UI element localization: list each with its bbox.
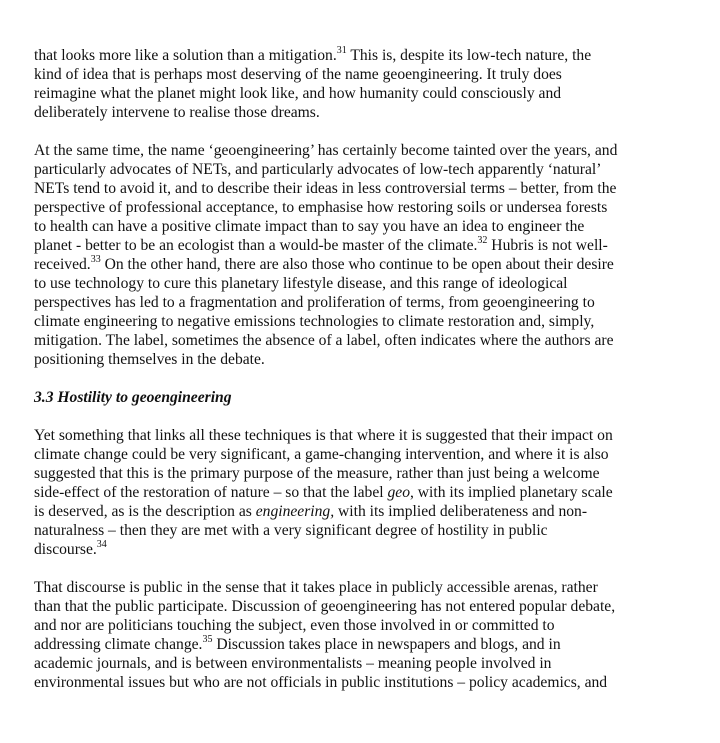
text-line [34, 540, 664, 559]
text-line [34, 502, 664, 521]
text-line: climate change could be very significant, a game-changing intervention, and where it is also [34, 446, 609, 463]
paragraph-3 [34, 426, 664, 559]
text-line: That discourse is public in the sense that it takes place in publicly accessible arenas, rather [34, 579, 598, 596]
emphasis-engineering: engineering, [255, 503, 335, 520]
section-heading: 3.3 Hostility to geoengineering [34, 389, 232, 406]
text-run: On the other hand, there are also those who continue to be open about their desire [100, 256, 614, 273]
paragraph-1 [34, 46, 664, 122]
footnote-ref-33[interactable]: 33 [90, 253, 101, 265]
text-line: academic journals, and is between environmentalists – meaning people involved in [34, 655, 552, 672]
footnote-ref-32[interactable]: 32 [477, 234, 488, 246]
text-line: perspectives has led to a fragmentation and proliferation of terms, from geoengineering to [34, 294, 595, 311]
paragraph-2 [34, 141, 664, 369]
text-line: particularly advocates of NETs, and particularly advocates of low-tech apparently ‘natural’ [34, 161, 602, 178]
text-line: perspective of professional acceptance, to emphasise how restoring soils or undersea forests [34, 199, 608, 216]
text-run: Hubris is not well- [487, 237, 608, 254]
text-line: reimagine what the planet might look like, and how humanity could consciously and [34, 85, 562, 102]
document-page [34, 46, 664, 711]
text-run: , with its implied planetary scale [410, 484, 613, 501]
text-line [34, 46, 664, 65]
text-run: planet - better to be an ecologist than a would-be master of the climate. [34, 237, 478, 254]
footnote-ref-35[interactable]: 35 [202, 633, 213, 645]
paragraph-4 [34, 578, 664, 692]
emphasis-geo: geo [387, 484, 410, 501]
text-line: suggested that this is the primary purpose of the measure, rather than just being a welcome [34, 465, 600, 482]
text-line: to use technology to cure this planetary lifestyle disease, and this range of ideological [34, 275, 568, 292]
text-run: received. [34, 256, 91, 273]
text-run: is deserved, as is the description as [34, 503, 256, 520]
text-run: Discussion takes place in newspapers and blogs, and in [212, 636, 561, 653]
text-line: Yet something that links all these techniques is that where it is suggested that their impact on [34, 427, 613, 444]
text-line: naturalness – then they are met with a very significant degree of hostility in public [34, 522, 548, 539]
text-line: to health can have a positive climate impact than to say you have an idea to engineer the [34, 218, 585, 235]
text-line: climate engineering to negative emissions technologies to climate restoration and, simply, [34, 313, 595, 330]
text-run: with its implied deliberateness and non- [334, 503, 588, 520]
text-line: mitigation. The label, sometimes the absence of a label, often indicates where the authors are [34, 332, 614, 349]
text-line [34, 483, 664, 502]
text-run: addressing climate change. [34, 636, 203, 653]
text-line [34, 236, 664, 255]
text-line: kind of idea that is perhaps most deserving of the name geoengineering. It truly does [34, 66, 562, 83]
text-line: environmental issues but who are not officials in public institutions – policy academics, and [34, 674, 608, 691]
text-run: discourse. [34, 541, 97, 558]
text-line: than that the public participate. Discussion of geoengineering has not entered popular debate, [34, 598, 616, 615]
text-line [34, 635, 664, 654]
footnote-ref-31[interactable]: 31 [336, 44, 347, 56]
text-line [34, 255, 664, 274]
text-line: At the same time, the name ‘geoengineering’ has certainly become tainted over the years, and [34, 142, 618, 159]
text-run: side-effect of the restoration of nature – so that the label [34, 484, 388, 501]
footnote-ref-34[interactable]: 34 [96, 538, 107, 550]
text-run: This is, despite its low-tech nature, the [346, 47, 592, 64]
text-line: deliberately intervene to realise those dreams. [34, 104, 320, 121]
text-line: and nor are politicians touching the subject, even those involved in or committed to [34, 617, 555, 634]
text-line: NETs tend to avoid it, and to describe their ideas in less controversial terms – better, from the [34, 180, 617, 197]
text-run: that looks more like a solution than a mitigation. [34, 47, 337, 64]
text-line: positioning themselves in the debate. [34, 351, 265, 368]
